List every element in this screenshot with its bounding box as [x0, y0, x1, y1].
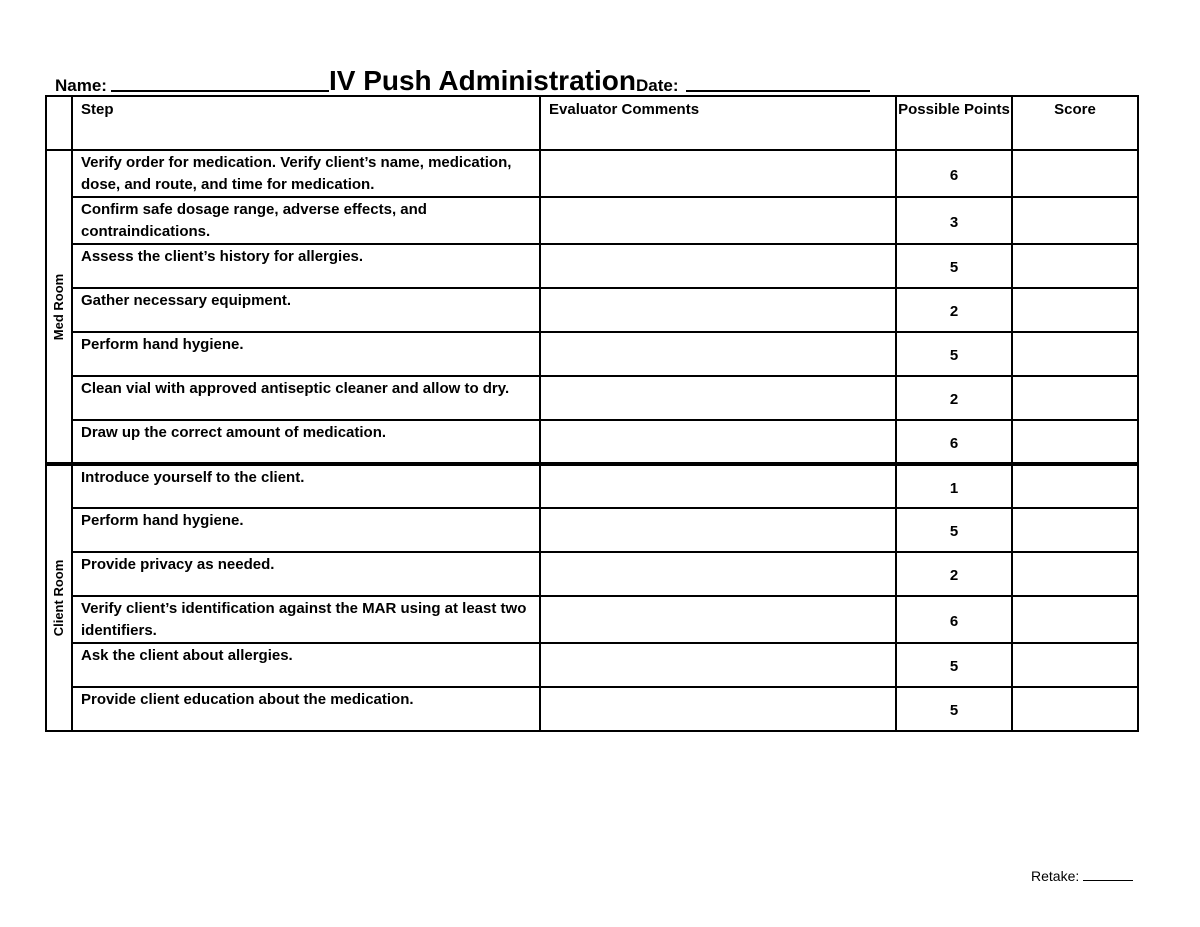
table-row — [46, 244, 1138, 288]
table-row — [46, 508, 1138, 552]
retake-area — [1031, 868, 1133, 884]
table-row — [46, 643, 1138, 687]
evaluator-comment-cell[interactable] — [540, 288, 896, 332]
possible-points-cell: 2 — [896, 552, 1012, 596]
name-label: Name: — [55, 76, 107, 95]
section-label-client-room: Client Room — [51, 559, 66, 637]
evaluator-comment-cell[interactable] — [540, 332, 896, 376]
step-cell: Introduce yourself to the client. — [72, 464, 540, 508]
score-cell[interactable] — [1012, 332, 1138, 376]
section-header-cell — [46, 96, 72, 150]
score-cell[interactable] — [1012, 376, 1138, 420]
evaluator-comment-cell[interactable] — [540, 244, 896, 288]
date-label: Date: — [635, 76, 679, 95]
table-row — [46, 420, 1138, 464]
table-row — [46, 687, 1138, 731]
step-cell: Verify client’s identification against the MAR using at least two identifiers. — [72, 596, 540, 643]
score-cell[interactable] — [1012, 150, 1138, 197]
page-title: IV Push Administration — [328, 65, 636, 96]
evaluator-comment-cell[interactable] — [540, 150, 896, 197]
step-cell: Verify order for medication. Verify client’s name, medication, dose, and route, and time for medication. — [72, 150, 540, 197]
possible-points-cell: 5 — [896, 244, 1012, 288]
evaluator-comment-cell[interactable] — [540, 508, 896, 552]
section-med-room — [46, 150, 72, 464]
possible-points-cell: 5 — [896, 332, 1012, 376]
checklist-table — [45, 95, 1139, 732]
score-cell[interactable] — [1012, 244, 1138, 288]
step-cell: Provide privacy as needed. — [72, 552, 540, 596]
name-field[interactable] — [111, 90, 329, 92]
evaluator-comment-cell[interactable] — [540, 197, 896, 244]
step-cell: Perform hand hygiene. — [72, 332, 540, 376]
possible-points-cell: 5 — [896, 508, 1012, 552]
table-row — [46, 376, 1138, 420]
evaluator-comment-cell[interactable] — [540, 596, 896, 643]
possible-points-cell: 3 — [896, 197, 1012, 244]
score-cell[interactable] — [1012, 552, 1138, 596]
possible-points-cell: 1 — [896, 464, 1012, 508]
evaluator-comment-cell[interactable] — [540, 643, 896, 687]
column-header-score: Score — [1012, 96, 1138, 150]
score-cell[interactable] — [1012, 596, 1138, 643]
table-row — [46, 197, 1138, 244]
evaluator-comment-cell[interactable] — [540, 464, 896, 508]
step-cell: Ask the client about allergies. — [72, 643, 540, 687]
table-row — [46, 552, 1138, 596]
date-field[interactable] — [686, 90, 870, 92]
possible-points-cell: 6 — [896, 150, 1012, 197]
table-row — [46, 596, 1138, 643]
section-client-room — [46, 464, 72, 731]
column-header-evaluator-comments: Evaluator Comments — [540, 96, 896, 150]
section-label-med-room: Med Room — [51, 273, 66, 340]
retake-field[interactable] — [1083, 880, 1133, 881]
table-row — [46, 288, 1138, 332]
evaluator-comment-cell[interactable] — [540, 376, 896, 420]
possible-points-cell: 5 — [896, 687, 1012, 731]
possible-points-cell: 2 — [896, 288, 1012, 332]
score-cell[interactable] — [1012, 420, 1138, 464]
score-cell[interactable] — [1012, 508, 1138, 552]
table-row — [46, 150, 1138, 197]
table-row — [46, 464, 1138, 508]
possible-points-cell: 5 — [896, 643, 1012, 687]
evaluator-comment-cell[interactable] — [540, 687, 896, 731]
step-cell: Perform hand hygiene. — [72, 508, 540, 552]
column-header-step: Step — [72, 96, 540, 150]
column-header-possible-points: Possible Points — [896, 96, 1012, 150]
retake-label: Retake: — [1031, 868, 1080, 884]
evaluator-comment-cell[interactable] — [540, 420, 896, 464]
score-cell[interactable] — [1012, 643, 1138, 687]
possible-points-cell: 6 — [896, 596, 1012, 643]
step-cell: Assess the client’s history for allergies. — [72, 244, 540, 288]
score-cell[interactable] — [1012, 288, 1138, 332]
evaluator-comment-cell[interactable] — [540, 552, 896, 596]
step-cell: Provide client education about the medication. — [72, 687, 540, 731]
step-cell: Clean vial with approved antiseptic cleaner and allow to dry. — [72, 376, 540, 420]
score-cell[interactable] — [1012, 464, 1138, 508]
table-header-row — [46, 96, 1138, 150]
possible-points-cell: 2 — [896, 376, 1012, 420]
step-cell: Draw up the correct amount of medication. — [72, 420, 540, 464]
score-cell[interactable] — [1012, 197, 1138, 244]
step-cell: Confirm safe dosage range, adverse effects, and contraindications. — [72, 197, 540, 244]
form-header — [55, 60, 955, 96]
step-cell: Gather necessary equipment. — [72, 288, 540, 332]
score-cell[interactable] — [1012, 687, 1138, 731]
table-row — [46, 332, 1138, 376]
possible-points-cell: 6 — [896, 420, 1012, 464]
